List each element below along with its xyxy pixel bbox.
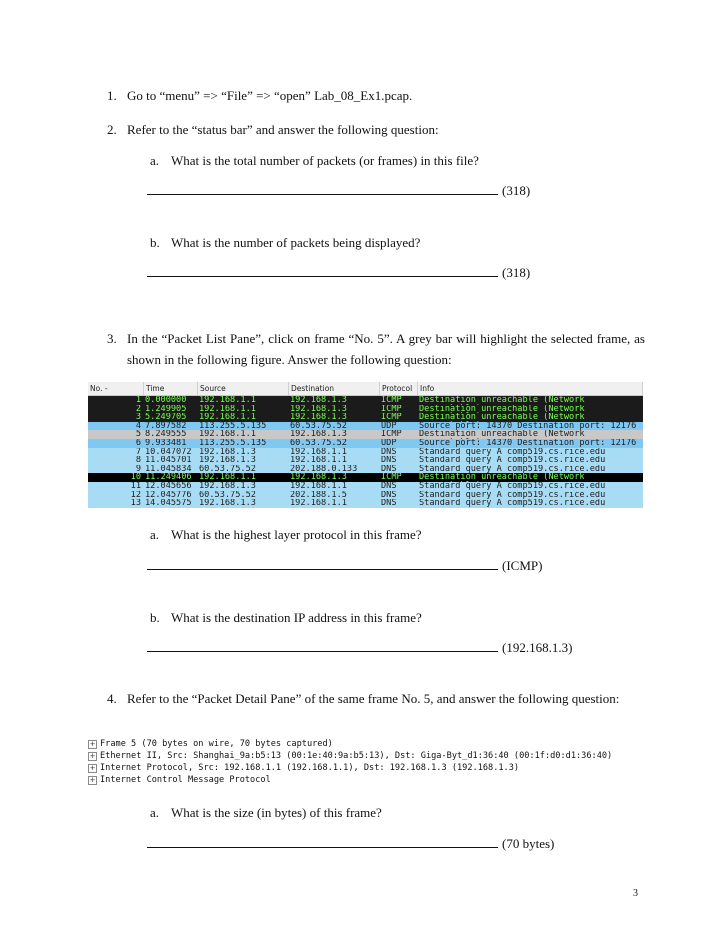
- col-header-source[interactable]: Source: [198, 382, 289, 395]
- packet-row[interactable]: [88, 430, 643, 439]
- col-header-time[interactable]: Time: [144, 382, 198, 395]
- packet-list-rows: [88, 396, 643, 508]
- question-2: [107, 122, 439, 138]
- packet-row[interactable]: [88, 422, 643, 431]
- cell-info: Source port: 14370 Destination port: 12176: [419, 421, 637, 431]
- detail-text: Ethernet II, Src: Shanghai_9a:b5:13 (00:1e:40:9a:b5:13), Dst: Giga-Byt_d1:36:40 (00:1f:d0:d1:36:40): [100, 751, 613, 761]
- answer-2b: [147, 265, 530, 281]
- detail-text: Internet Protocol, Src: 192.168.1.1 (192.168.1.1), Dst: 192.168.1.3 (192.168.1.3): [100, 763, 520, 773]
- expand-icon[interactable]: +: [89, 775, 96, 784]
- question-4a: [150, 805, 382, 821]
- cell-destination: 192.168.1.3: [290, 430, 347, 439]
- cell-time: 1.249905: [145, 404, 187, 414]
- cell-destination: 192.168.1.3: [290, 404, 347, 414]
- cell-info: Standard query A comp519.cs.rice.edu: [419, 447, 606, 457]
- col-header-info[interactable]: Info: [418, 382, 643, 395]
- answer-text: (318): [502, 183, 531, 198]
- cell-source: 192.168.1.1: [199, 404, 256, 414]
- cell-protocol: DNS: [381, 499, 397, 508]
- packet-row[interactable]: [88, 491, 643, 500]
- cell-time: 14.045575: [145, 499, 192, 508]
- answer-blank: [147, 183, 498, 195]
- question-2b: [150, 235, 420, 251]
- detail-text: Frame 5 (70 bytes on wire, 70 bytes captured): [100, 739, 333, 749]
- cell-time: 11.249406: [145, 473, 192, 482]
- cell-destination: 192.168.1.1: [290, 481, 347, 491]
- cell-source: 113.255.5.135: [199, 438, 267, 448]
- cell-no: 1: [135, 396, 141, 405]
- cell-time: 8.249555: [145, 430, 187, 439]
- question-3a: [150, 527, 422, 543]
- cell-no: 8: [135, 456, 141, 465]
- cell-destination: 192.168.1.1: [290, 456, 347, 465]
- cell-info: Destination unreachable (Network: [419, 473, 585, 482]
- cell-info: Source port: 14370 Destination port: 12176: [419, 438, 637, 448]
- cell-no: 11: [130, 481, 141, 491]
- cell-time: 7.897582: [145, 421, 187, 431]
- cell-destination: 60.53.75.52: [290, 421, 347, 431]
- sub-text: What is the number of packets being displayed?: [171, 235, 421, 250]
- cell-source: 60.53.75.52: [199, 464, 256, 474]
- answer-text: (70 bytes): [502, 836, 555, 851]
- cell-no: 5: [135, 430, 141, 439]
- cell-no: 2: [135, 404, 141, 414]
- answer-text: (ICMP): [502, 558, 543, 573]
- cell-source: 192.168.1.1: [199, 430, 256, 439]
- expand-icon[interactable]: +: [89, 751, 96, 760]
- cell-source: 60.53.75.52: [199, 490, 256, 500]
- cell-no: 4: [135, 421, 141, 431]
- cell-destination: 60.53.75.52: [290, 438, 347, 448]
- packet-row[interactable]: [88, 448, 643, 457]
- packet-row[interactable]: [88, 413, 643, 422]
- col-header-protocol[interactable]: Protocol: [380, 382, 418, 395]
- cell-destination: 192.168.1.1: [290, 447, 347, 457]
- cell-info: Standard query A comp519.cs.rice.edu: [419, 481, 606, 491]
- packet-list-pane: [88, 382, 643, 509]
- cell-time: 5.249705: [145, 413, 187, 422]
- question-2a: [150, 153, 479, 169]
- cell-protocol: ICMP: [381, 413, 402, 422]
- cell-protocol: ICMP: [381, 404, 402, 414]
- cell-no: 12: [130, 490, 141, 500]
- question-3: [107, 328, 645, 370]
- answer-blank: [147, 558, 498, 570]
- sub-text: What is the size (in bytes) of this frame?: [171, 805, 382, 820]
- cell-time: 12.045776: [145, 490, 192, 500]
- detail-row-frame[interactable]: [88, 738, 643, 750]
- question-number: 4.: [107, 691, 117, 706]
- detail-row-ethernet[interactable]: [88, 750, 643, 762]
- expand-icon[interactable]: +: [89, 763, 96, 772]
- packet-row[interactable]: [88, 396, 643, 405]
- cell-source: 192.168.1.1: [199, 473, 256, 482]
- cell-info: Destination unreachable (Network: [419, 396, 585, 405]
- packet-row[interactable]: [88, 439, 643, 448]
- cell-no: 9: [135, 464, 141, 474]
- detail-row-ip[interactable]: [88, 762, 643, 774]
- cell-destination: 202.188.1.5: [290, 490, 347, 500]
- cell-info: Standard query A comp519.cs.rice.edu: [419, 464, 606, 474]
- cell-destination: 202.188.0.133: [290, 464, 358, 474]
- cell-protocol: DNS: [381, 481, 397, 491]
- cell-info: Destination unreachable (Network: [419, 413, 585, 422]
- sub-text: What is the total number of packets (or frames) in this file?: [171, 153, 479, 168]
- question-4: [107, 688, 645, 709]
- question-text: In the “Packet List Pane”, click on frame “No. 5”. A grey bar will highlight the selected frame, as shown in the following figure. Answer the following question:: [127, 331, 645, 367]
- question-text: Refer to the “status bar” and answer the following question:: [127, 122, 439, 137]
- sub-label: a.: [150, 805, 160, 820]
- answer-blank: [147, 265, 498, 277]
- cell-time: 11.045834: [145, 464, 192, 474]
- answer-blank: [147, 836, 498, 848]
- cell-destination: 192.168.1.3: [290, 473, 347, 482]
- cell-protocol: UDP: [381, 438, 397, 448]
- answer-4a: [147, 836, 554, 852]
- cell-destination: 192.168.1.3: [290, 396, 347, 405]
- cell-time: 11.045701: [145, 456, 192, 465]
- answer-2a: [147, 183, 530, 199]
- cell-no: 7: [135, 447, 141, 457]
- cell-source: 192.168.1.1: [199, 413, 256, 422]
- question-number: 2.: [107, 122, 117, 137]
- cell-protocol: ICMP: [381, 473, 402, 482]
- answer-3b: [147, 640, 572, 656]
- cell-time: 10.047072: [145, 447, 192, 457]
- question-text: Refer to the “Packet Detail Pane” of the same frame No. 5, and answer the following question:: [127, 691, 620, 706]
- cell-time: 9.933481: [145, 438, 187, 448]
- packet-detail-pane: [88, 738, 643, 790]
- page-number: 3: [633, 888, 638, 899]
- detail-row-icmp[interactable]: [88, 774, 643, 786]
- cell-info: Standard query A comp519.cs.rice.edu: [419, 456, 606, 465]
- cell-protocol: ICMP: [381, 396, 402, 405]
- expand-icon[interactable]: +: [89, 739, 96, 748]
- col-header-no[interactable]: No. -: [88, 382, 144, 395]
- packet-row[interactable]: [88, 456, 643, 465]
- cell-info: Standard query A comp519.cs.rice.edu: [419, 490, 606, 500]
- cell-protocol: ICMP: [381, 430, 402, 439]
- packet-row[interactable]: [88, 405, 643, 414]
- cell-info: Standard query A comp519.cs.rice.edu: [419, 499, 606, 508]
- cell-source: 192.168.1.3: [199, 447, 256, 457]
- cell-source: 192.168.1.3: [199, 456, 256, 465]
- cell-source: 113.255.5.135: [199, 421, 267, 431]
- packet-row[interactable]: [88, 499, 643, 508]
- cell-info: Destination unreachable (Network: [419, 404, 585, 414]
- sub-label: a.: [150, 153, 160, 168]
- sub-label: b.: [150, 610, 160, 625]
- cell-protocol: DNS: [381, 447, 397, 457]
- packet-row[interactable]: [88, 465, 643, 474]
- cell-no: 6: [135, 438, 141, 448]
- question-text: Go to “menu” => “File” => “open” Lab_08_Ex1.pcap.: [127, 88, 413, 103]
- question-number: 1.: [107, 88, 117, 103]
- cell-destination: 192.168.1.1: [290, 499, 347, 508]
- answer-blank: [147, 640, 498, 652]
- sub-label: a.: [150, 527, 160, 542]
- cell-protocol: DNS: [381, 464, 397, 474]
- cell-source: 192.168.1.3: [199, 499, 256, 508]
- col-header-destination[interactable]: Destination: [289, 382, 380, 395]
- packet-row[interactable]: [88, 473, 643, 482]
- cell-protocol: UDP: [381, 421, 397, 431]
- cell-protocol: DNS: [381, 456, 397, 465]
- cell-source: 192.168.1.3: [199, 481, 256, 491]
- sub-text: What is the destination IP address in this frame?: [171, 610, 422, 625]
- answer-text: (192.168.1.3): [502, 640, 573, 655]
- cell-no: 10: [130, 473, 141, 482]
- cell-info: Destination unreachable (Network: [419, 430, 585, 439]
- detail-text: Internet Control Message Protocol: [100, 775, 271, 785]
- cell-protocol: DNS: [381, 490, 397, 500]
- answer-text: (318): [502, 265, 531, 280]
- cell-time: 0.000000: [145, 396, 187, 405]
- packet-list-header: [88, 382, 643, 396]
- question-number: 3.: [107, 331, 117, 346]
- sub-label: b.: [150, 235, 160, 250]
- packet-row[interactable]: [88, 482, 643, 491]
- cell-no: 13: [130, 499, 141, 508]
- cell-no: 3: [135, 413, 141, 422]
- question-1: [107, 88, 412, 104]
- cell-destination: 192.168.1.3: [290, 413, 347, 422]
- answer-3a: [147, 558, 542, 574]
- cell-time: 12.045656: [145, 481, 192, 491]
- cell-source: 192.168.1.1: [199, 396, 256, 405]
- sub-text: What is the highest layer protocol in this frame?: [171, 527, 422, 542]
- question-3b: [150, 610, 422, 626]
